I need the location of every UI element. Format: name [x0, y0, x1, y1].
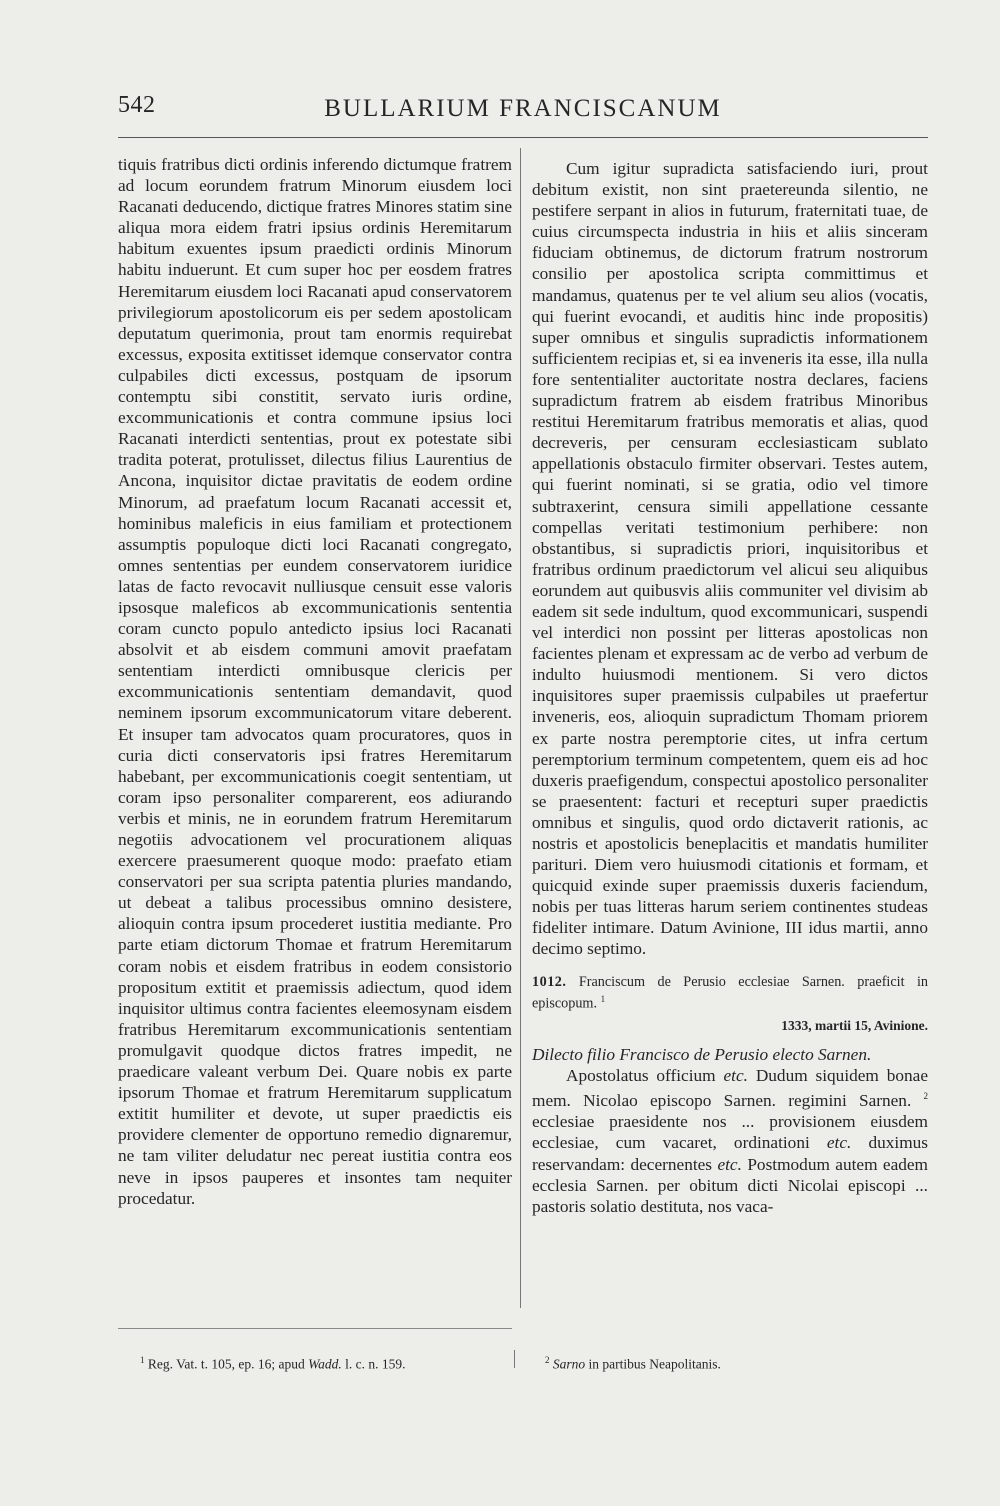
footnote-left-author: Wadd. — [308, 1356, 342, 1372]
right-paragraph-1: Cum igitur supradicta satisfaciendo iuri, prout debitum existit, non sint praetereunda silentio, ne pestifere serpant in alios in futurum, fraternitati tuae, de cuius circumspecta industria in hiis et aliis sinceram fiduciam obtinemus, de dictorum fratrum nostrorum consilio per apostolica scripta committimus et mandamus, quatenus per te vel alium seu alios (vocatis, qui fuerint evocandi, et auditis hinc inde propositis) super omnibus et singulis supradictis informationem sufficientem recipias et, si ea inveneris ita esse, illa nulla fore sententialiter auctoritate nostra declares, faciens supradictum fratrem ab eisdem fratribus Minoribus restitui Heremitarum fratribus memoratis et alias, quod decreveris, per censuram ecclesiasticam sublato appellationis obstaculo firmiter observari. Testes autem, qui fuerint nominati, si se gratia, odio vel timore subtraxerint, censura simili appellatione cessante compellas veritati testimonium perhibere: non obstantibus, si supradictis priori, inquisitoribus et fratribus ordinum praedictorum vel alicui seu aliquibus eorundem aut quibusvis aliis communiter vel divisim ab eadem sit sede indultum, quod excommunicari, suspendi vel interdici non possint per litteras apostolicas non facientes plenam et expressam ac de verbo ad verbum de indulto huiusmodi mentionem. Si vero dictos inquisitores super praemissis culpabiles ut praefertur inveneris, eos, alioquin supradictum Thomam priorem ex parte nostra peremptorie cites, ut infra certum peremptorium terminum competentem, quem eis ad hoc duxeris praefigendum, conspectui apostolico personaliter se praesentent: facturi et recepturi super praedictis omnibus et singulis, quod ordo dictaverit rationis, ac nostris et apostolicis beneplacitis et mandatis humiliter parituri. Diem vero huiusmodi citationis et formam, et quicquid exinde super praemissis duxeris faciendum, nobis per tuas litteras harum seriem continentes studeas fideliter intimare. Datum Avinione, III idus martii, anno decimo septimo. — [532, 159, 928, 959]
paragraph-2-part-c: ecclesiae praesidente nos ... provisionem eiusdem ecclesiae, cum vacaret, ordinationi — [532, 1112, 928, 1153]
footnote-divider — [514, 1350, 515, 1368]
footnote-left-text-a: Reg. Vat. t. 105, ep. 16; apud — [147, 1356, 305, 1372]
paragraph-2-part-d: duximus reservandam: decernentes — [532, 1133, 928, 1174]
document-footnote-mark: 1 — [600, 993, 606, 1004]
document-summary: Franciscum de Perusio ecclesiae Sarnen. praeficit in episcopum. — [532, 973, 929, 1012]
document-entry — [532, 974, 928, 1035]
document-regest — [532, 974, 928, 1013]
right-column — [532, 158, 928, 1217]
footnote-mark: 2 — [545, 1355, 550, 1365]
footnote-left — [140, 1352, 500, 1373]
page-number: 542 — [118, 92, 156, 118]
footnote-right-place: Sarno — [552, 1356, 586, 1372]
etc-abbreviation: etc. — [717, 1154, 742, 1174]
footnote-left-text-b: l. c. n. 159. — [345, 1356, 406, 1372]
column-divider — [520, 148, 521, 1308]
footnote-rule — [118, 1328, 512, 1329]
footnote-right — [545, 1352, 925, 1373]
page-header — [118, 92, 928, 132]
document-date: 1333, martii 15, Avinione. — [781, 1018, 928, 1034]
addressee: Dilecto filio Francisco de Perusio electo Sarnen. — [532, 1045, 872, 1065]
running-title: BULLARIUM FRANCISCANUM — [324, 95, 722, 122]
etc-abbreviation: etc. — [826, 1133, 852, 1153]
header-rule — [118, 137, 928, 138]
right-paragraph-2 — [532, 1065, 928, 1216]
left-column — [118, 154, 512, 1209]
footnote-right-text: in partibus Neapolitanis. — [588, 1356, 721, 1372]
document-number: 1012. — [532, 973, 567, 990]
paragraph-2-part-e: Postmodum autem eadem ecclesia Sarnen. per obitum dicti Nicolai episcopi ... pastoris solatio destituta, nos vaca- — [532, 1154, 928, 1216]
left-column-text: tiquis fratribus dicti ordinis inferendo dictumque fratrem ad locum eorundem fratrum Minorum eiusdem loci Racanati deducendo, dictique fratres Minores statim sine aliqua mora eidem fratri ipsius ordinis Heremitarum habitum exuentes ipsum praedicti ordinis Minorum habitu induerunt. Et cum super hoc per eosdem fratres Heremitarum eiusdem loci Racanati apud conservatorem privilegiorum apostolicorum eis per sedem apostolicam deputatum querimonia, prout tam enormis requirebat excessus, exposita extitisset idemque conservator contra culpabiles dicti excessus, postquam de ipsorum contemptu sibi constitit, servato iuris ordine, excommunicationis et contra commune ipsius loci Racanati interdicti sententias, prout ex potestate sibi tradita poterat, protulisset, dilectus filius Laurentius de Ancona, inquisitor dictae pravitatis de eodem ordine Minorum, ad praefatum locum Racanati accessit et, hominibus maleficis in eius familiam et protectionem assumptis populoque dicti loci Racanati congregato, omnes sententias per eundem conservatorem iuridice latas de facto revocavit nulliusque censuit esse valoris ipsosque maleficos ab excommunicationis sententia coram cuncto populo antedicto ipsius loci Racanati absolvit et ab eisdem communi amovit praefatam sententiam interdicti omnibusque clericis per excommunicationis sententiam demandavit, quod neminem ipsorum excommunicatorum vitare deberent. Et insuper tam advocatos quam procuratores, quos in curia dicti conservatoris ipsi fratres Heremitarum habebant, per excommunicationis coegit sententiam, ut coram ipso personaliter comparerent, eos adiurando verbis et minis, ne in eorundem fratrum Heremitarum negotiis advocationem vel procurationem aliquas exercere praesumerent quoque modo: praefato etiam conservatori per sua scripta patentia pluries mandando, ut debeat a talibus processibus omnino desistere, alioquin contra ipsum procederet iustitia mediante. Pro parte etiam dictorum Thomae et fratrum Heremitarum coram nobis et eisdem fratribus in eodem consistorio propositum extitit et praemissis adiectum, quod idem inquisitor ultimus contra facientes eleemosynam eisdem fratribus Heremitarum excommunicationis sententiam promulgavit quodque dictos fratres impedit, ne praedicare valeant verbum Dei. Quare nobis ex parte ipsorum Thomae et fratrum Heremitarum supplicatum extitit humiliter et devote, ut super praedictis eis providere clementer de opportuno remedio dignaremur, ne tam viliter deludatur nec pereat iustitia contra eos neve in ipsos pauperes et insontes tam nequiter procedatur. — [118, 155, 512, 1208]
etc-abbreviation: etc. — [723, 1066, 748, 1086]
footnote-mark: 1 — [140, 1355, 145, 1365]
footnote-mark: 2 — [923, 1091, 928, 1102]
paragraph-2-part-a: Apostolatus officium — [566, 1066, 716, 1086]
paragraph-2-part-b: Dudum siquidem bonae mem. Nicolao episcopo Sarnen. regimini Sarnen. — [532, 1066, 928, 1111]
